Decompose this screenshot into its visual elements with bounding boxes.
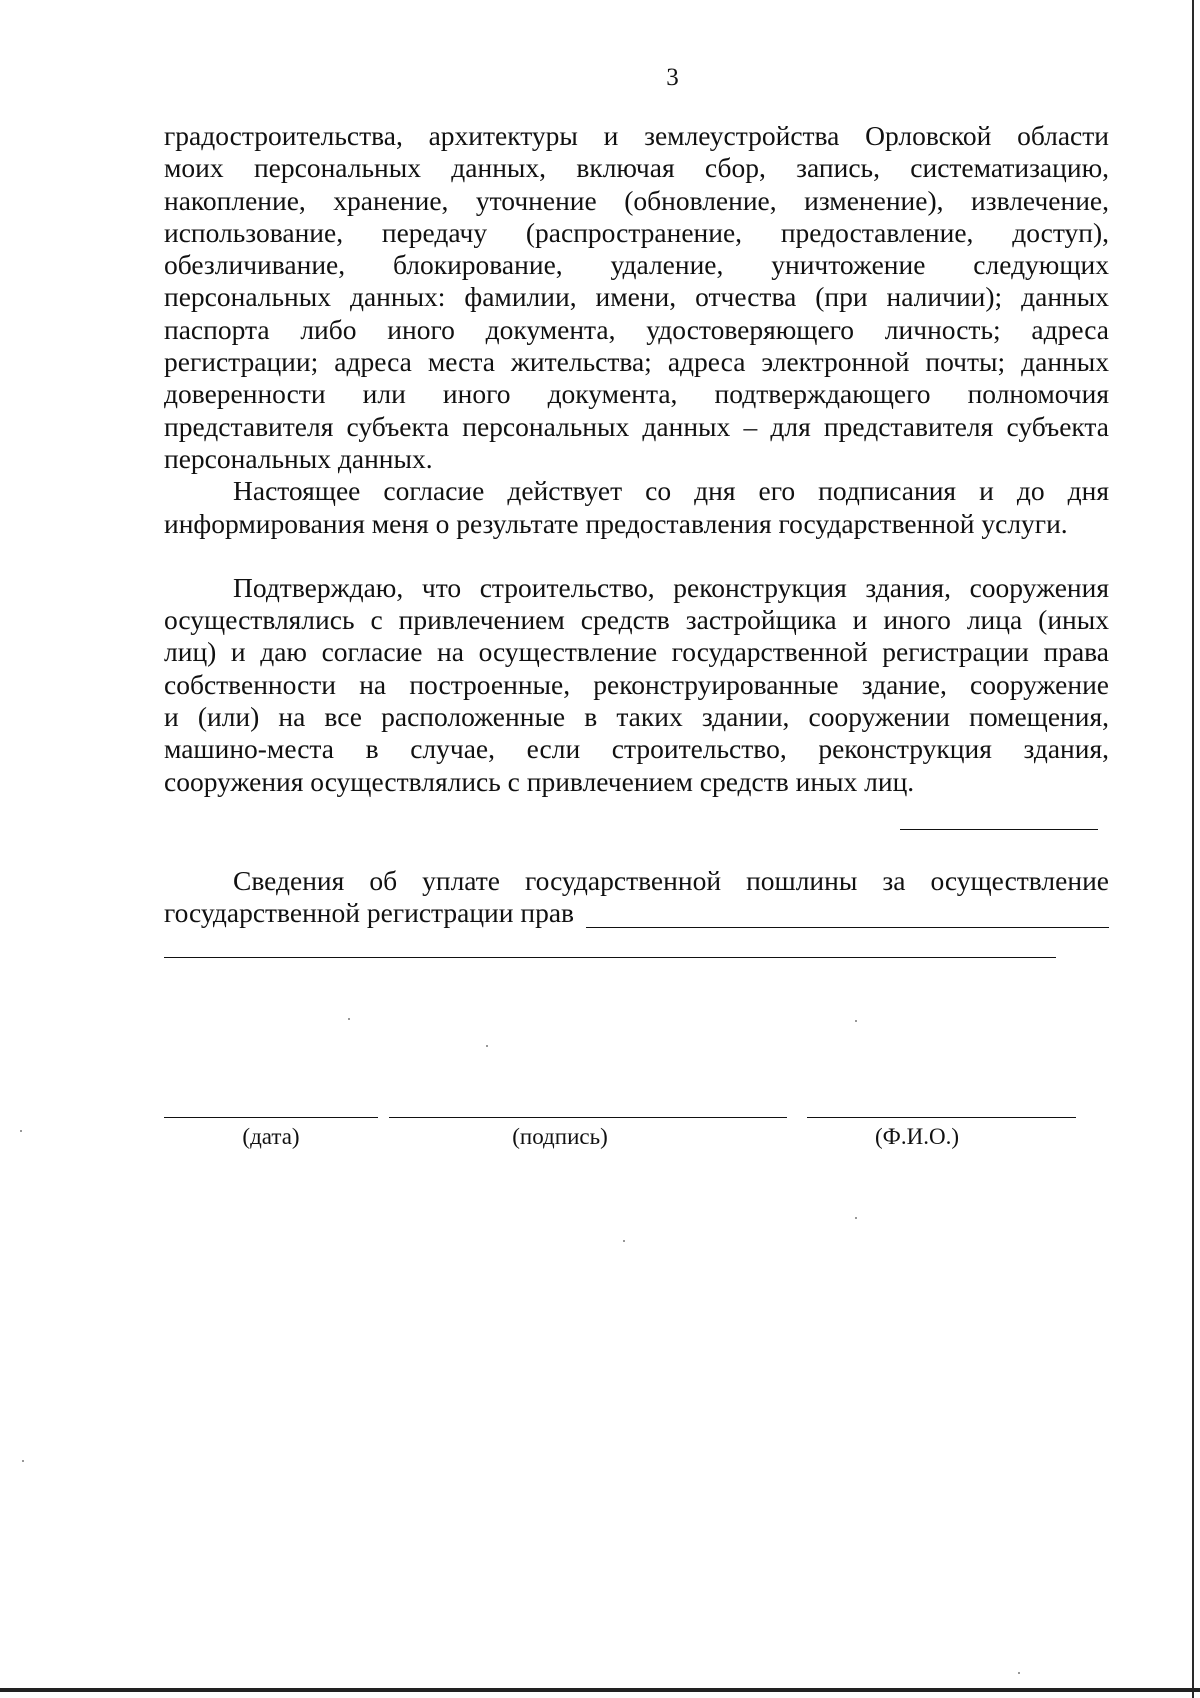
date-label: (дата) bbox=[242, 1124, 300, 1149]
scan-speck bbox=[623, 1240, 625, 1242]
date-line[interactable] bbox=[164, 1117, 378, 1118]
text-line: градостроительства, архитектуры и землеустройства Орловской области bbox=[164, 120, 1109, 151]
text-line: собственности на построенные, реконструированные здание, сооружение bbox=[164, 668, 1109, 700]
scan-border-right bbox=[1192, 0, 1194, 1698]
text-line: и (или) на все расположенные в таких здании, сооружении помещения, bbox=[164, 701, 1109, 733]
scan-border-bottom bbox=[0, 1688, 1200, 1692]
text-line: использование, передачу (распространение, предоставление, доступ), bbox=[164, 216, 1109, 248]
confirmation-paragraph bbox=[164, 572, 1109, 798]
payment-fill-line[interactable] bbox=[586, 901, 1109, 928]
text-line: лиц) и даю согласие на осуществление государственной регистрации права bbox=[164, 636, 1109, 668]
text-line: Настоящее согласие действует со дня его подписания и до дня bbox=[233, 475, 1109, 507]
signature-label: (подпись) bbox=[512, 1124, 608, 1149]
text-line: осуществлялись с привлечением средств застройщика и иного лица (иных bbox=[164, 604, 1109, 636]
validity-paragraph bbox=[164, 475, 1109, 540]
scan-speck bbox=[22, 1460, 24, 1462]
text-line: персональных данных: фамилии, имени, отчества (при наличии); данных bbox=[164, 281, 1109, 313]
signature-line[interactable] bbox=[389, 1117, 787, 1118]
text-line: обезличивание, блокирование, удаление, уничтожение следующих bbox=[164, 249, 1109, 281]
text-line: персональных данных. bbox=[164, 442, 433, 474]
scan-speck bbox=[486, 1045, 488, 1047]
scan-speck bbox=[20, 1130, 22, 1132]
payment-text-line: государственной регистрации прав bbox=[164, 897, 575, 929]
scan-speck bbox=[855, 1217, 857, 1219]
page-number: 3 bbox=[666, 64, 679, 91]
payment-info bbox=[164, 865, 1109, 930]
text-line: регистрации; адреса места жительства; адреса электронной почты; данных bbox=[164, 346, 1109, 378]
paragraph-spacer bbox=[164, 540, 1109, 572]
text-line: представителя субъекта персональных данных – для представителя субъекта bbox=[164, 410, 1109, 442]
full-name-label: (Ф.И.О.) bbox=[875, 1124, 959, 1149]
scan-speck bbox=[348, 1018, 350, 1020]
text-line: накопление, хранение, уточнение (обновление, изменение), извлечение, bbox=[164, 184, 1109, 216]
text-line: доверенности или иного документа, подтверждающего полномочия bbox=[164, 378, 1109, 410]
payment-text-line: Сведения об уплате государственной пошлины за осуществление bbox=[233, 865, 1109, 896]
payment-fill-line-continued[interactable] bbox=[164, 957, 1056, 958]
scan-speck bbox=[855, 1020, 857, 1022]
text-line: Подтверждаю, что строительство, реконструкция здания, сооружения bbox=[233, 571, 1109, 603]
scan-speck bbox=[1018, 1672, 1020, 1674]
text-line: машино-места в случае, если строительство, реконструкция здания, bbox=[164, 733, 1109, 765]
text-line: паспорта либо иного документа, удостоверяющего личность; адреса bbox=[164, 313, 1109, 345]
consent-paragraph bbox=[164, 120, 1109, 475]
full-name-line[interactable] bbox=[807, 1117, 1076, 1118]
text-line: моих персональных данных, включая сбор, запись, систематизацию, bbox=[164, 152, 1109, 184]
confirmation-signature-line[interactable] bbox=[900, 829, 1098, 830]
payment-row bbox=[164, 897, 1109, 929]
text-line: информирования меня о результате предоставления государственной услуги. bbox=[164, 507, 1068, 539]
document-body bbox=[164, 120, 1109, 798]
text-line: сооружения осуществлялись с привлечением средств иных лиц. bbox=[164, 765, 915, 797]
